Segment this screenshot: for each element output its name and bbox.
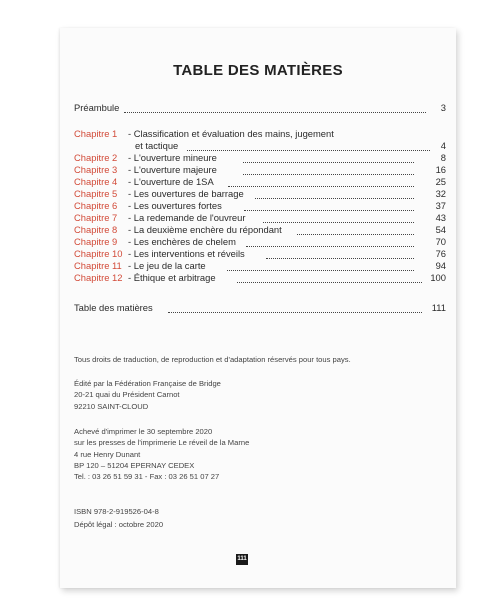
chapter-title: - Classification et évaluation des mains, jugement <box>128 128 334 139</box>
printer-line: 4 rue Henry Dunant <box>74 449 141 459</box>
leader-dots <box>243 152 414 163</box>
leader-dots <box>297 224 414 235</box>
toc-row-chapter-8 <box>74 224 446 236</box>
leader-dots <box>237 272 422 283</box>
publisher-line: Édité par la Fédération Française de Bridge <box>74 379 221 388</box>
page-ref: 43 <box>435 212 446 223</box>
toc-row-chapter-7 <box>74 212 446 224</box>
leader-dots <box>228 176 414 187</box>
chapter-title: - L'ouverture majeure <box>128 164 217 175</box>
preamble-label: Préambule <box>74 102 120 113</box>
page-ref: 32 <box>435 188 446 199</box>
page-ref: 25 <box>435 176 446 187</box>
toc-row-chapter-9 <box>74 236 446 248</box>
chapter-title: - L'ouverture de 1SA <box>128 176 214 187</box>
chapter-label: Chapitre 2 <box>74 152 118 163</box>
toc-row-chapter-6 <box>74 200 446 212</box>
toc-row-chapter-2 <box>74 152 446 164</box>
printer-block <box>74 426 249 482</box>
chapter-label: Chapitre 4 <box>74 176 118 187</box>
chapter-label: Chapitre 5 <box>74 188 118 199</box>
isbn: ISBN 978-2-919526-04-8 <box>74 507 159 516</box>
toc-row-chapter-1-cont <box>74 140 446 152</box>
legal-block <box>74 506 163 531</box>
chapter-title: - Les ouvertures de barrage <box>128 188 244 199</box>
toc-row-preamble <box>74 102 446 114</box>
leader-dots <box>244 200 414 211</box>
toc-row-chapter-11 <box>74 260 446 272</box>
chapter-title: - Les ouvertures fortes <box>128 200 222 211</box>
printer-line: BP 120 – 51204 EPERNAY CEDEX <box>74 460 195 470</box>
chapter-title: - Les enchères de chelem <box>128 236 236 247</box>
toc-entry-label: Table des matières <box>74 302 153 313</box>
rights-notice <box>74 354 351 365</box>
chapter-title: - La deuxième enchère du répondant <box>128 224 282 235</box>
leader-dots <box>187 140 430 151</box>
leader-dots <box>243 164 414 175</box>
page-ref: 111 <box>431 302 446 313</box>
page-number: 111 <box>236 554 248 565</box>
leader-dots <box>263 212 414 223</box>
chapter-title: - Éthique et arbitrage <box>128 272 216 283</box>
page-ref: 16 <box>435 164 446 175</box>
page-ref: 94 <box>435 260 446 271</box>
leader-dots <box>227 260 414 271</box>
leader-dots <box>266 248 414 259</box>
page-ref: 3 <box>440 102 446 113</box>
chapter-label: Chapitre 12 <box>74 272 123 283</box>
toc-row-chapter-5 <box>74 188 446 200</box>
toc-row-chapter-3 <box>74 164 446 176</box>
toc-row-chapter-12 <box>74 272 446 284</box>
publisher-line: 92210 SAINT-CLOUD <box>74 401 149 411</box>
chapter-label: Chapitre 9 <box>74 236 118 247</box>
chapter-title-cont: et tactique <box>135 140 179 151</box>
book-page <box>60 28 456 588</box>
printer-line: sur les presses de l'imprimerie Le réveil de la Marne <box>74 438 250 448</box>
chapter-label: Chapitre 10 <box>74 248 123 259</box>
page-ref: 4 <box>440 140 446 151</box>
publisher-line: 20-21 quai du Président Carnot <box>74 390 180 400</box>
leader-dots <box>246 236 414 247</box>
chapter-title: - Le jeu de la carte <box>128 260 206 271</box>
chapter-label: Chapitre 1 <box>74 128 118 139</box>
chapter-title: - Les interventions et réveils <box>128 248 245 259</box>
printer-line: Tel. : 03 26 51 59 31 - Fax : 03 26 51 07 27 <box>74 472 220 482</box>
leader-dots <box>255 188 414 199</box>
depot-legal: Dépôt légal : octobre 2020 <box>74 520 164 530</box>
publisher-block <box>74 378 221 412</box>
chapter-title: - L'ouverture mineure <box>128 152 217 163</box>
page-ref: 76 <box>435 248 446 259</box>
toc-row-chapter-1 <box>74 128 446 140</box>
chapter-label: Chapitre 3 <box>74 164 118 175</box>
printer-line: Achevé d'imprimer le 30 septembre 2020 <box>74 427 213 436</box>
leader-dots <box>124 102 426 113</box>
chapter-label: Chapitre 7 <box>74 212 118 223</box>
chapter-title: - La redemande de l'ouvreur <box>128 212 246 223</box>
page-ref: 54 <box>435 224 446 235</box>
chapter-label: Chapitre 11 <box>74 260 122 271</box>
toc-row-chapter-10 <box>74 248 446 260</box>
page-ref: 70 <box>435 236 446 247</box>
toc-row-chapter-4 <box>74 176 446 188</box>
chapter-label: Chapitre 6 <box>74 200 118 211</box>
page-ref: 37 <box>435 200 446 211</box>
page-ref: 100 <box>430 272 446 283</box>
page-title: TABLE DES MATIÈRES <box>173 62 343 79</box>
chapter-label: Chapitre 8 <box>74 224 118 235</box>
page-ref: 8 <box>440 152 446 163</box>
rights-text: Tous droits de traduction, de reproduction et d'adaptation réservés pour tous pays. <box>74 355 351 364</box>
leader-dots <box>168 302 422 313</box>
toc-row-table-des-matieres <box>74 302 446 314</box>
